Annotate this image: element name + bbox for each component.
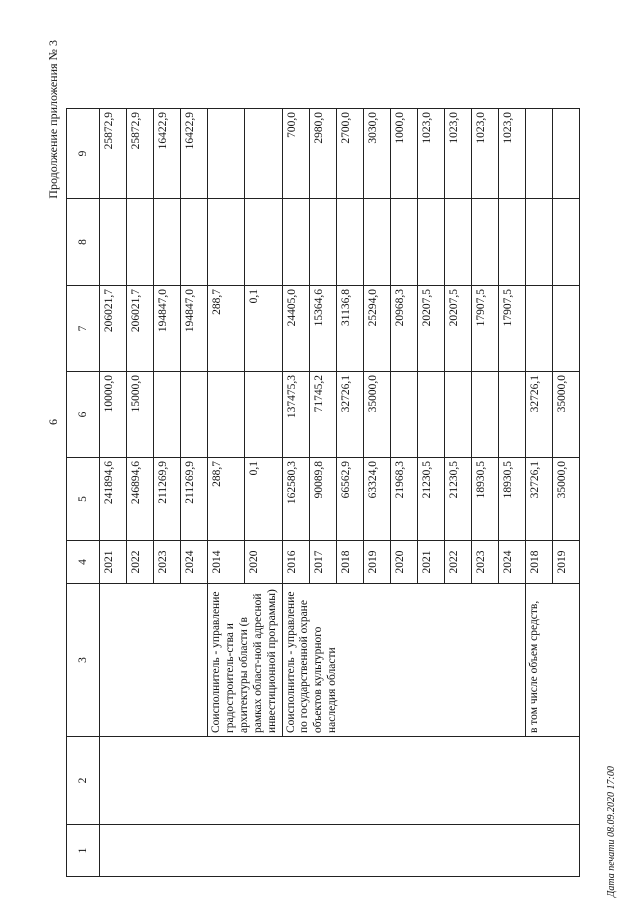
- year-cell: 2020: [245, 541, 282, 584]
- value-cell-c8: [208, 199, 245, 286]
- year-cell: 2020: [390, 541, 417, 584]
- column-header: 2: [67, 737, 100, 825]
- year-cell: 2022: [444, 541, 471, 584]
- value-cell-c6: 35000,0: [552, 372, 579, 458]
- year-cell: 2021: [417, 541, 444, 584]
- value-cell-c7: 25294,0: [363, 286, 390, 372]
- value-cell-c8: [309, 199, 336, 286]
- year-cell: 2019: [552, 541, 579, 584]
- value-cell-c9: 2700,0: [336, 109, 363, 199]
- value-cell-c5: 162580,3: [282, 458, 309, 541]
- value-cell-c9: [552, 109, 579, 199]
- executor-cell: в том числе объем средств,: [525, 584, 579, 737]
- value-cell-c9: 1023,0: [417, 109, 444, 199]
- year-cell: 2024: [498, 541, 525, 584]
- year-cell: 2019: [363, 541, 390, 584]
- column-header: 4: [67, 541, 100, 584]
- value-cell-c7: 24405,0: [282, 286, 309, 372]
- column-header: 9: [67, 109, 100, 199]
- value-cell-c6: 10000,0: [100, 372, 127, 458]
- value-cell-c7: 20207,5: [444, 286, 471, 372]
- year-cell: 2022: [127, 541, 154, 584]
- year-cell: 2018: [336, 541, 363, 584]
- value-cell-c6: [208, 372, 245, 458]
- value-cell-c8: [363, 199, 390, 286]
- value-cell-c6: [245, 372, 282, 458]
- value-cell-c8: [181, 199, 208, 286]
- value-cell-c9: 25872,9: [127, 109, 154, 199]
- page-number: 6: [46, 419, 60, 425]
- value-cell-c9: 16422,9: [181, 109, 208, 199]
- value-cell-c9: 1023,0: [471, 109, 498, 199]
- value-cell-c5: 21968,3: [390, 458, 417, 541]
- value-cell-c6: 137475,3: [282, 372, 309, 458]
- value-cell-c8: [552, 199, 579, 286]
- column-header: 5: [67, 458, 100, 541]
- value-cell-c7: 0,1: [245, 286, 282, 372]
- value-cell-c5: 211269,9: [154, 458, 181, 541]
- column-header: 6: [67, 372, 100, 458]
- value-cell-c8: [525, 199, 552, 286]
- value-cell-c6: 32726,1: [525, 372, 552, 458]
- value-cell-c9: [525, 109, 552, 199]
- table-row: [100, 109, 127, 877]
- year-cell: 2014: [208, 541, 245, 584]
- value-cell-c6: [471, 372, 498, 458]
- column-header: 8: [67, 199, 100, 286]
- value-cell-c7: [525, 286, 552, 372]
- value-cell-c7: 288,7: [208, 286, 245, 372]
- year-cell: 2017: [309, 541, 336, 584]
- value-cell-c9: [245, 109, 282, 199]
- value-cell-c9: 3030,0: [363, 109, 390, 199]
- executor-cell: Соисполнитель - управление по государственной охране объектов культурного наследия области: [282, 584, 525, 737]
- value-cell-c5: 241894,6: [100, 458, 127, 541]
- value-cell-c8: [154, 199, 181, 286]
- value-cell-c5: 288,7: [208, 458, 245, 541]
- column-header: 7: [67, 286, 100, 372]
- value-cell-c6: [417, 372, 444, 458]
- value-cell-c6: 32726,1: [336, 372, 363, 458]
- value-cell-c8: [245, 199, 282, 286]
- value-cell-c8: [417, 199, 444, 286]
- value-cell-c5: 21230,5: [444, 458, 471, 541]
- value-cell-c5: 35000,0: [552, 458, 579, 541]
- value-cell-c5: 18930,5: [471, 458, 498, 541]
- col-1-cell: [100, 825, 580, 877]
- value-cell-c6: 71745,2: [309, 372, 336, 458]
- value-cell-c8: [127, 199, 154, 286]
- value-cell-c5: 63324,0: [363, 458, 390, 541]
- col-2-cell: [100, 737, 580, 825]
- value-cell-c5: 211269,9: [181, 458, 208, 541]
- value-cell-c6: [181, 372, 208, 458]
- value-cell-c7: 31136,8: [336, 286, 363, 372]
- value-cell-c5: 246894,6: [127, 458, 154, 541]
- value-cell-c8: [390, 199, 417, 286]
- appendix-subtitle: Продолжение приложения № 3: [46, 40, 60, 199]
- year-cell: 2018: [525, 541, 552, 584]
- value-cell-c8: [471, 199, 498, 286]
- value-cell-c9: 700,0: [282, 109, 309, 199]
- value-cell-c6: [390, 372, 417, 458]
- value-cell-c7: 206021,7: [100, 286, 127, 372]
- value-cell-c6: [498, 372, 525, 458]
- value-cell-c7: 20968,3: [390, 286, 417, 372]
- header-row: [67, 109, 100, 877]
- budget-table: [66, 108, 580, 877]
- year-cell: 2023: [154, 541, 181, 584]
- value-cell-c6: 15000,0: [127, 372, 154, 458]
- value-cell-c8: [282, 199, 309, 286]
- value-cell-c7: 194847,0: [154, 286, 181, 372]
- column-header: 1: [67, 825, 100, 877]
- executor-cell: Соисполнитель - управление градостроитель-ства и архитектуры области (в рамках област-ной адресной инвестиционной программы): [208, 584, 283, 737]
- value-cell-c7: [552, 286, 579, 372]
- value-cell-c7: 17907,5: [471, 286, 498, 372]
- executor-cell: [100, 584, 208, 737]
- value-cell-c7: 20207,5: [417, 286, 444, 372]
- value-cell-c8: [100, 199, 127, 286]
- value-cell-c7: 15364,6: [309, 286, 336, 372]
- value-cell-c8: [336, 199, 363, 286]
- year-cell: 2021: [100, 541, 127, 584]
- year-cell: 2023: [471, 541, 498, 584]
- value-cell-c9: 2980,0: [309, 109, 336, 199]
- value-cell-c9: 1023,0: [444, 109, 471, 199]
- year-cell: 2016: [282, 541, 309, 584]
- value-cell-c6: [154, 372, 181, 458]
- value-cell-c8: [498, 199, 525, 286]
- column-header: 3: [67, 584, 100, 737]
- value-cell-c6: [444, 372, 471, 458]
- value-cell-c5: 90089,8: [309, 458, 336, 541]
- value-cell-c7: 194847,0: [181, 286, 208, 372]
- value-cell-c5: 21230,5: [417, 458, 444, 541]
- value-cell-c7: 206021,7: [127, 286, 154, 372]
- value-cell-c5: 66562,9: [336, 458, 363, 541]
- value-cell-c5: 0,1: [245, 458, 282, 541]
- value-cell-c6: 35000,0: [363, 372, 390, 458]
- value-cell-c5: 18930,5: [498, 458, 525, 541]
- print-date: Дата печати 08.09.2020 17:00: [606, 766, 617, 897]
- value-cell-c7: 17907,5: [498, 286, 525, 372]
- value-cell-c9: 25872,9: [100, 109, 127, 199]
- value-cell-c5: 32726,1: [525, 458, 552, 541]
- value-cell-c9: 1023,0: [498, 109, 525, 199]
- value-cell-c9: 1000,0: [390, 109, 417, 199]
- year-cell: 2024: [181, 541, 208, 584]
- value-cell-c9: 16422,9: [154, 109, 181, 199]
- value-cell-c8: [444, 199, 471, 286]
- value-cell-c9: [208, 109, 245, 199]
